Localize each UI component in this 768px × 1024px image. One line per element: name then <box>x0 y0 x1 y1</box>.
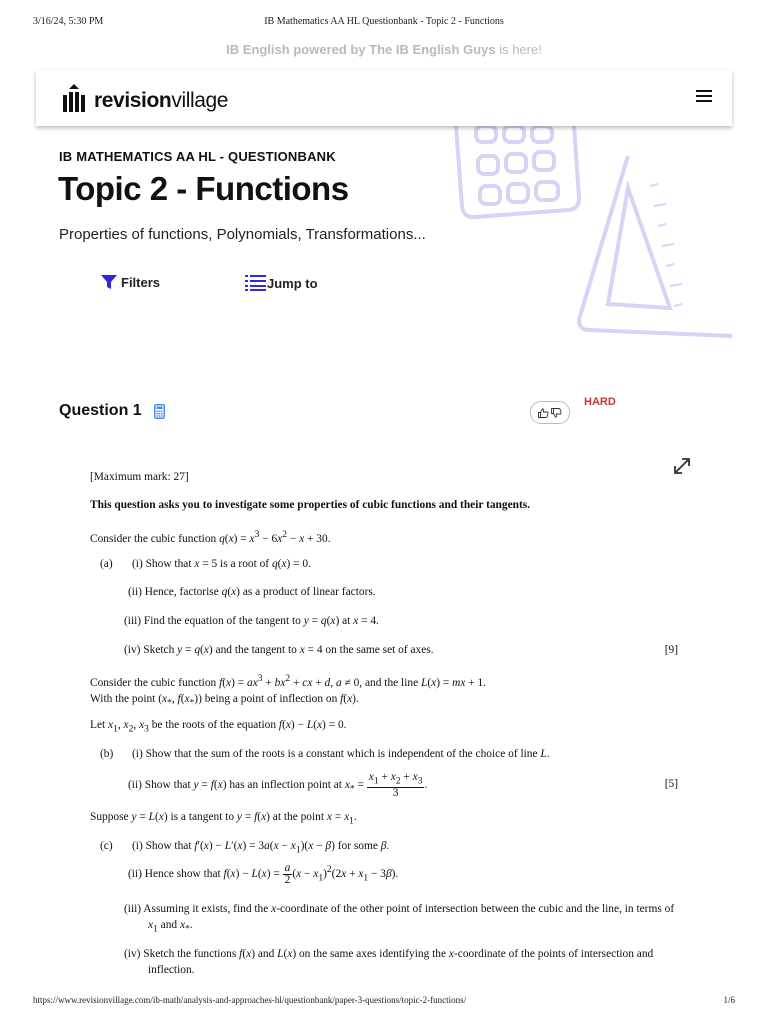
part-c-i: (c) (i) Show that $f'(x) - L'(x) = 3a(x - x_1)(x - \beta)$ for some β. <box>100 840 390 856</box>
revisionvillage-logo[interactable] <box>62 84 228 112</box>
print-url: https://www.revisionvillage.com/ib-math/analysis-and-approaches-hl/questionbank/paper-3-questions/topic-2-functions/ <box>33 995 467 1005</box>
part-c-iii: (iii) Assuming it exists, find the x-coordinate of the other point of intersection between the cubic and the line, in terms of $x_1$ and $x_*$. <box>124 903 675 935</box>
part-b-i: (b) (i) Show that the sum of the roots is a constant which is independent of the choice of line L. <box>100 748 550 760</box>
promo-rest: is here! <box>495 42 542 57</box>
filters-button[interactable] <box>101 274 160 290</box>
list-icon <box>245 274 267 292</box>
roots-def: Let $x_1$, $x_2$, $x_3$ be the roots of the equation f(x) − L(x) = 0. <box>90 719 347 735</box>
page-subtitle: Properties of functions, Polynomials, Transformations... <box>59 226 426 243</box>
part-a-iii: (iii) Find the equation of the tangent to y = q(x) at x = 4. <box>124 615 379 627</box>
part-a-iv: (iv) Sketch y = q(x) and the tangent to x = 4 on the same set of axes. [9] <box>124 644 678 656</box>
top-navbar <box>36 70 732 126</box>
thumbs-down-icon[interactable] <box>551 408 562 418</box>
part-a-i: (a) (i) Show that x = 5 is a root of q(x) = 0. <box>100 558 311 570</box>
part-c-ii: (ii) Hence show that f(x) − L(x) = $\frac{a}{2}$ $(x - x_1)^2(2x + x_1 - 3\beta)$. <box>128 861 399 886</box>
question-title: Question 1 <box>59 402 165 420</box>
max-mark: [Maximum mark: 27] <box>90 471 189 483</box>
print-page-number: 1/6 <box>723 995 735 1005</box>
filter-icon <box>101 274 117 290</box>
question-intro: This question asks you to investigate some properties of cubic functions and their tangents. <box>90 499 531 511</box>
calculator-icon[interactable] <box>154 404 165 419</box>
cubic-q-def: Consider the cubic function $q(x) = x^3 - 6x^2 - x + 30$. <box>90 530 331 545</box>
filters-label: Filters <box>121 274 161 290</box>
page-title: Topic 2 - Functions <box>58 170 349 207</box>
section-label: IB MATHEMATICS AA HL - QUESTIONBANK <box>59 149 336 164</box>
part-b-marks: [5] <box>664 778 678 790</box>
difficulty-badge: HARD <box>584 396 616 408</box>
logo-wordmark: revisionvillage <box>94 89 229 112</box>
cubic-f-def: Consider the cubic function $f(x) = ax^3 + bx^2$ + cx + d, a ≠ 0, and the line L(x) = mx + 1. With the point ($x_*$, $f(x_*)$) being a point of inflection on f(x). <box>90 674 487 709</box>
print-datetime: 3/16/24, 5:30 PM <box>33 16 104 27</box>
part-b-ii: (ii) Show that y = f(x) has an inflection point at $x_*$ = $\frac{x_1 + x_2 + x_3}{3}$ . [5] <box>128 771 678 800</box>
promo-strong: IB English powered by The IB English Guys <box>226 42 496 57</box>
promo-banner[interactable] <box>0 42 768 57</box>
menu-icon[interactable] <box>696 90 712 104</box>
part-c-iv: (iv) Sketch the functions f(x) and L(x) on the same axes identifying the x-coordinate of the points of intersection and inflection. <box>124 948 654 976</box>
part-a-marks: [9] <box>664 644 678 656</box>
vote-pill <box>530 401 570 424</box>
part-a-ii: (ii) Hence, factorise q(x) as a product of linear factors. <box>128 586 376 598</box>
print-doc-title: IB Mathematics AA HL Questionbank - Topic 2 - Functions <box>264 16 504 27</box>
calculator-ruler-illustration <box>440 126 734 346</box>
jump-to-label: Jump to <box>267 275 318 291</box>
logo-bars-icon <box>62 84 86 112</box>
thumbs-up-icon[interactable] <box>538 408 549 418</box>
jump-to-button[interactable] <box>245 274 318 292</box>
tangent-assumption: Suppose y = L(x) is a tangent to y = f(x) at the point $x = x_1$. <box>90 811 357 827</box>
